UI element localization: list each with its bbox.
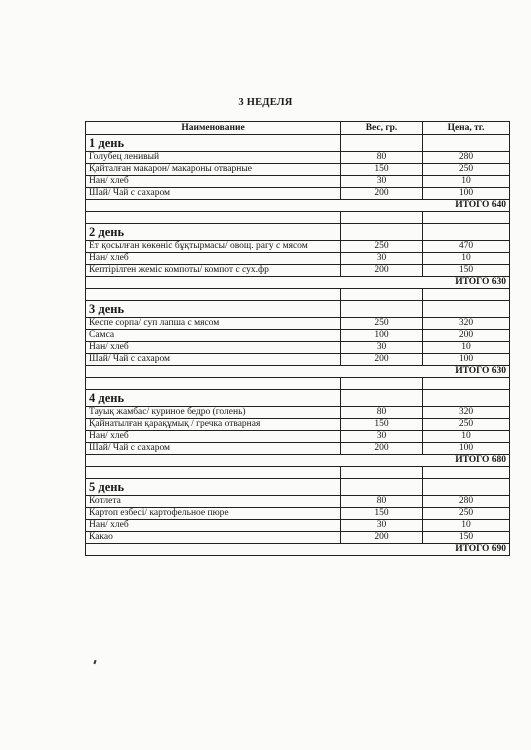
item-price: 150 — [423, 532, 510, 544]
spacer-cell — [423, 378, 510, 390]
item-name: Кеспе сорпа/ суп лапша с мясом — [86, 318, 341, 330]
item-price: 10 — [423, 342, 510, 354]
spacer-cell — [341, 467, 423, 479]
item-weight: 80 — [341, 496, 423, 508]
table-row — [86, 354, 510, 366]
item-weight: 200 — [341, 265, 423, 277]
spacer-row — [86, 289, 510, 301]
item-price: 100 — [423, 188, 510, 200]
table-row — [86, 318, 510, 330]
item-name: Тауық жамбас/ куриное бедро (голень) — [86, 407, 341, 419]
item-weight: 30 — [341, 342, 423, 354]
total-row — [86, 455, 510, 467]
day-empty-cell — [423, 224, 510, 241]
item-price: 280 — [423, 496, 510, 508]
item-name: Картоп езбесі/ картофельное пюре — [86, 508, 341, 520]
table-row — [86, 330, 510, 342]
day-total: ИТОГО 630 — [86, 366, 510, 378]
day-header-row — [86, 390, 510, 407]
scan-speck — [93, 660, 96, 664]
table-row — [86, 188, 510, 200]
item-weight: 80 — [341, 407, 423, 419]
item-name: Шай/ Чай с сахаром — [86, 354, 341, 366]
item-weight: 150 — [341, 508, 423, 520]
item-weight: 30 — [341, 253, 423, 265]
day-label: 2 день — [86, 224, 341, 241]
spacer-cell — [341, 289, 423, 301]
item-weight: 150 — [341, 419, 423, 431]
table-row — [86, 342, 510, 354]
item-name: Нан/ хлеб — [86, 176, 341, 188]
day-label: 5 день — [86, 479, 341, 496]
day-label: 1 день — [86, 135, 341, 152]
item-price: 250 — [423, 164, 510, 176]
item-weight: 30 — [341, 176, 423, 188]
item-name: Самса — [86, 330, 341, 342]
item-name: Кептірілген жеміс компоты/ компот с сух.фр — [86, 265, 341, 277]
item-price: 250 — [423, 419, 510, 431]
item-price: 470 — [423, 241, 510, 253]
table-row — [86, 496, 510, 508]
item-name: Нан/ хлеб — [86, 342, 341, 354]
day-empty-cell — [341, 301, 423, 318]
item-weight: 200 — [341, 443, 423, 455]
item-name: Котлета — [86, 496, 341, 508]
item-name: Шай/ Чай с сахаром — [86, 443, 341, 455]
day-header-row — [86, 479, 510, 496]
day-empty-cell — [423, 135, 510, 152]
item-price: 320 — [423, 318, 510, 330]
spacer-cell — [86, 467, 341, 479]
day-empty-cell — [423, 479, 510, 496]
menu-body — [86, 135, 510, 556]
table-row — [86, 520, 510, 532]
header-name: Наименование — [86, 122, 341, 135]
item-weight: 30 — [341, 520, 423, 532]
item-weight: 250 — [341, 318, 423, 330]
day-header-row — [86, 135, 510, 152]
item-name: Какао — [86, 532, 341, 544]
item-name: Шай/ Чай с сахаром — [86, 188, 341, 200]
spacer-cell — [86, 289, 341, 301]
total-row — [86, 200, 510, 212]
total-row — [86, 277, 510, 289]
spacer-cell — [423, 289, 510, 301]
spacer-cell — [423, 212, 510, 224]
day-empty-cell — [423, 390, 510, 407]
item-price: 10 — [423, 176, 510, 188]
day-empty-cell — [341, 390, 423, 407]
day-total: ИТОГО 690 — [86, 544, 510, 556]
item-price: 250 — [423, 508, 510, 520]
page-title: 3 НЕДЕЛЯ — [238, 97, 293, 108]
item-weight: 200 — [341, 354, 423, 366]
header-price: Цена, тг. — [423, 122, 510, 135]
day-empty-cell — [341, 135, 423, 152]
spacer-row — [86, 467, 510, 479]
spacer-cell — [341, 212, 423, 224]
item-price: 10 — [423, 253, 510, 265]
table-row — [86, 164, 510, 176]
total-row — [86, 366, 510, 378]
day-empty-cell — [341, 479, 423, 496]
header-weight: Вес, гр. — [341, 122, 423, 135]
item-weight: 30 — [341, 431, 423, 443]
item-weight: 200 — [341, 188, 423, 200]
item-name: Қайталған макарон/ макароны отварные — [86, 164, 341, 176]
table-row — [86, 532, 510, 544]
total-row — [86, 544, 510, 556]
day-total: ИТОГО 630 — [86, 277, 510, 289]
table-row — [86, 443, 510, 455]
spacer-row — [86, 212, 510, 224]
day-empty-cell — [423, 301, 510, 318]
spacer-cell — [341, 378, 423, 390]
day-header-row — [86, 301, 510, 318]
item-weight: 100 — [341, 330, 423, 342]
day-empty-cell — [341, 224, 423, 241]
item-weight: 80 — [341, 152, 423, 164]
item-price: 100 — [423, 354, 510, 366]
day-total: ИТОГО 640 — [86, 200, 510, 212]
item-weight: 200 — [341, 532, 423, 544]
item-price: 10 — [423, 520, 510, 532]
table-row — [86, 253, 510, 265]
table-row — [86, 152, 510, 164]
item-weight: 250 — [341, 241, 423, 253]
item-price: 150 — [423, 265, 510, 277]
item-weight: 150 — [341, 164, 423, 176]
item-price: 280 — [423, 152, 510, 164]
table-row — [86, 431, 510, 443]
header-row — [86, 122, 510, 135]
day-label: 4 день — [86, 390, 341, 407]
item-price: 10 — [423, 431, 510, 443]
item-name: Нан/ хлеб — [86, 431, 341, 443]
day-total: ИТОГО 680 — [86, 455, 510, 467]
item-price: 200 — [423, 330, 510, 342]
item-name: Нан/ хлеб — [86, 520, 341, 532]
item-name: Ет қосылған көкөніс бұқтырмасы/ овощ. рагу с мясом — [86, 241, 341, 253]
item-name: Нан/ хлеб — [86, 253, 341, 265]
table-row — [86, 508, 510, 520]
menu-table — [85, 121, 510, 556]
item-name: Қайнатылған қарақұмық / гречка отварная — [86, 419, 341, 431]
item-price: 100 — [423, 443, 510, 455]
spacer-cell — [86, 212, 341, 224]
item-price: 320 — [423, 407, 510, 419]
item-name: Голубец ленивый — [86, 152, 341, 164]
table-row — [86, 419, 510, 431]
spacer-cell — [423, 467, 510, 479]
spacer-cell — [86, 378, 341, 390]
table-row — [86, 241, 510, 253]
spacer-row — [86, 378, 510, 390]
table-row — [86, 265, 510, 277]
table-row — [86, 176, 510, 188]
day-header-row — [86, 224, 510, 241]
day-label: 3 день — [86, 301, 341, 318]
table-row — [86, 407, 510, 419]
